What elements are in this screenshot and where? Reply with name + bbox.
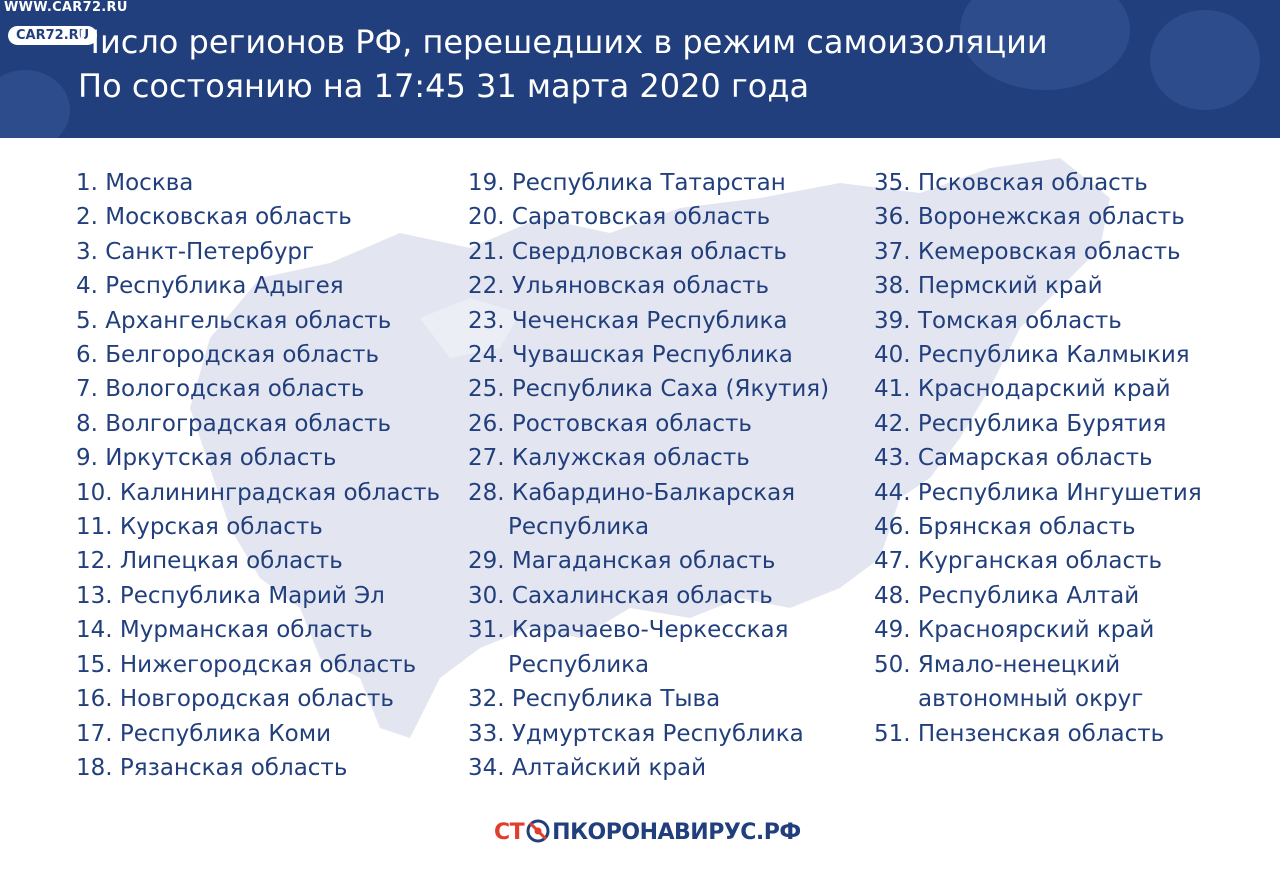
region-list-item: 47. Курганская область — [874, 548, 1163, 575]
region-list-item: 44. Республика Ингушетия — [874, 479, 1202, 506]
region-list-item: 49. Красноярский край — [874, 617, 1155, 644]
decor-blob — [0, 70, 70, 138]
region-list-item: 36. Воронежская область — [874, 204, 1185, 231]
region-list-item: 1. Москва — [76, 170, 194, 196]
region-list-item: 13. Республика Марий Эл — [76, 582, 385, 609]
region-list-item: Республика — [508, 514, 650, 541]
watermark-logo: CAR72.RU — [8, 26, 97, 45]
region-list-item: 9. Иркутская область — [76, 445, 337, 472]
stopcoronavirus-logo — [494, 818, 801, 845]
watermark-site: WWW.CAR72.RU — [4, 0, 128, 15]
region-list-item: 11. Курская область — [76, 514, 323, 541]
region-list-item: 29. Магаданская область — [468, 548, 776, 575]
region-list-item: 30. Сахалинская область — [468, 582, 773, 609]
title-line-1: Число регионов РФ, перешедших в режим самоизоляции — [78, 23, 1048, 61]
region-list-item: 39. Томская область — [874, 307, 1122, 334]
page-title — [78, 20, 1048, 108]
region-list-item: 37. Кемеровская область — [874, 238, 1181, 265]
region-list-item: 35. Псковская область — [874, 170, 1148, 196]
region-list-item: 51. Пензенская область — [874, 720, 1165, 747]
region-list-item: 46. Брянская область — [874, 514, 1136, 541]
decor-blob — [1150, 10, 1260, 110]
region-list-item: 48. Республика Алтай — [874, 582, 1140, 609]
region-list-item: Республика — [508, 651, 650, 678]
header-banner — [0, 0, 1280, 138]
region-list-item: 3. Санкт-Петербург — [76, 238, 315, 265]
region-list-item: 40. Республика Калмыкия — [874, 342, 1190, 369]
region-list-item: 2. Московская область — [76, 204, 352, 231]
region-list-item: 7. Вологодская область — [76, 376, 365, 403]
title-line-2: По состоянию на 17:45 31 марта 2020 года — [78, 67, 810, 105]
region-list-item: 26. Ростовская область — [468, 410, 752, 437]
region-list-item: 19. Республика Татарстан — [468, 170, 786, 196]
region-list-item: 32. Республика Тыва — [468, 686, 721, 713]
region-list-item: 50. Ямало-ненецкий — [874, 651, 1121, 678]
region-list-item: 21. Свердловская область — [468, 238, 787, 265]
region-list-item: 5. Архангельская область — [76, 307, 392, 334]
region-list-item: автономный округ — [918, 686, 1144, 713]
region-list-item: 14. Мурманская область — [76, 617, 373, 644]
region-list-item: 8. Волгоградская область — [76, 410, 392, 437]
region-list-item: 28. Кабардино-Балкарская — [468, 479, 796, 506]
region-list-item: 12. Липецкая область — [76, 548, 343, 575]
region-list-item: 43. Самарская область — [874, 445, 1153, 472]
region-list-item: 15. Нижегородская область — [76, 651, 417, 678]
region-list-item: 31. Карачаево-Черкесская — [468, 617, 789, 644]
region-list-item: 17. Республика Коми — [76, 720, 332, 747]
regions-column-3 — [874, 166, 1202, 751]
region-list-item: 33. Удмуртская Республика — [468, 720, 804, 747]
region-list-item: 34. Алтайский край — [468, 754, 707, 781]
regions-column-1 — [76, 166, 440, 785]
region-list-item: 4. Республика Адыгея — [76, 273, 344, 300]
region-list-item: 22. Ульяновская область — [468, 273, 770, 300]
region-list-item: 27. Калужская область — [468, 445, 750, 472]
region-list-item: 6. Белгородская область — [76, 342, 380, 369]
regions-column-2 — [468, 166, 829, 785]
region-list-item: 23. Чеченская Республика — [468, 307, 788, 334]
logo-text-blue: ПКОРОНАВИРУС.РФ — [552, 820, 801, 845]
region-list-item: 41. Краснодарский край — [874, 376, 1171, 403]
region-list-item: 42. Республика Бурятия — [874, 410, 1167, 437]
region-list-item: 18. Рязанская область — [76, 754, 348, 781]
region-list-item: 20. Саратовская область — [468, 204, 771, 231]
region-list-item: 24. Чувашская Республика — [468, 342, 793, 369]
region-list-item: 16. Новгородская область — [76, 686, 394, 713]
region-list-item: 10. Калининградская область — [76, 479, 441, 506]
region-list-item: 25. Республика Саха (Якутия) — [468, 376, 830, 403]
logo-text-red: СТ — [494, 820, 525, 845]
region-list-item: 38. Пермский край — [874, 273, 1103, 300]
virus-icon — [525, 818, 551, 844]
